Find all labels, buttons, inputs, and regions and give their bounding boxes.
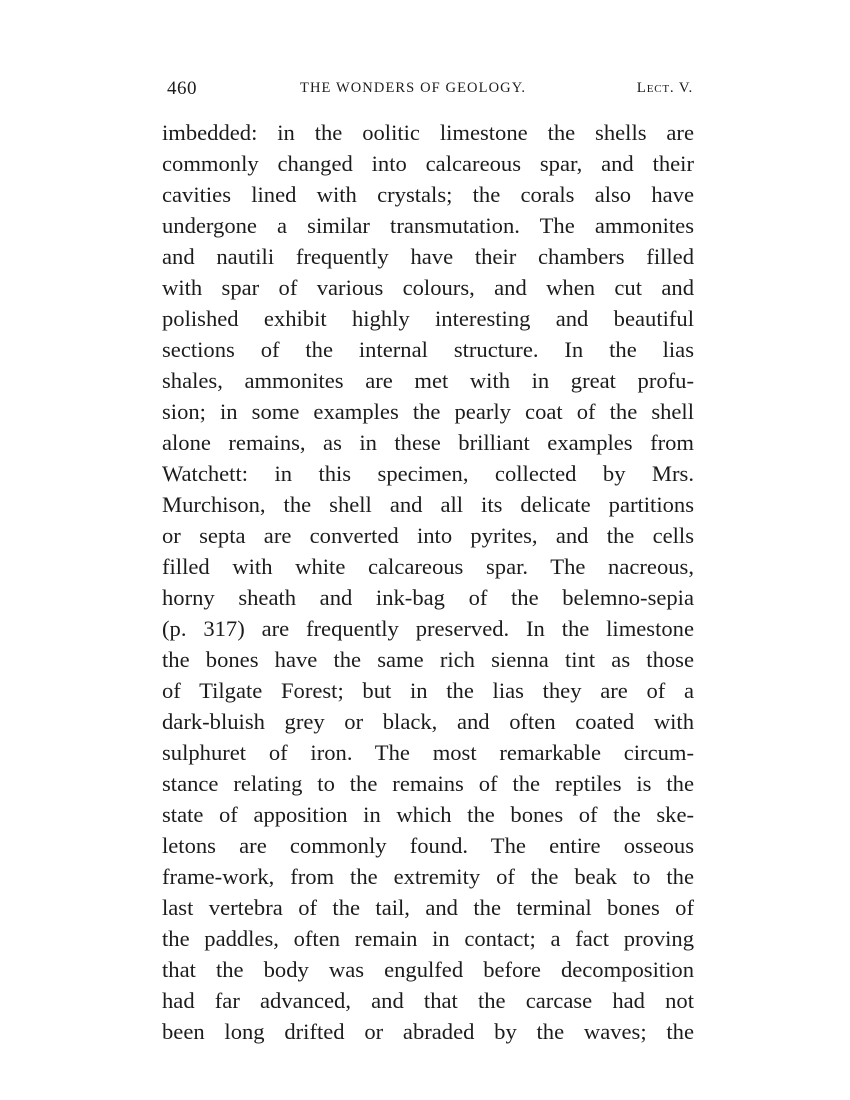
text-line: and nautili frequently have their chambers filled xyxy=(162,244,694,269)
text-line: undergone a similar transmutation. The ammonites xyxy=(162,213,694,238)
text-line: frame-work, from the extremity of the beak to the xyxy=(162,864,694,889)
text-line: alone remains, as in these brilliant examples from xyxy=(162,430,694,455)
text-line: been long drifted or abraded by the waves; the xyxy=(162,1019,694,1044)
text-line: Watchett: in this specimen, collected by Mrs. xyxy=(162,461,694,486)
text-line: imbedded: in the oolitic limestone the shells are xyxy=(162,120,694,145)
text-line: cavities lined with crystals; the corals also have xyxy=(162,182,694,207)
text-line: filled with white calcareous spar. The nacreous, xyxy=(162,554,694,579)
text-line: state of apposition in which the bones of the ske- xyxy=(162,802,694,827)
text-line: had far advanced, and that the carcase had not xyxy=(162,988,694,1013)
text-line: polished exhibit highly interesting and beautiful xyxy=(162,306,694,331)
lecture-reference: Lect. V. xyxy=(636,80,693,96)
text-line: or septa are converted into pyrites, and the cells xyxy=(162,523,694,548)
text-line: commonly changed into calcareous spar, and their xyxy=(162,151,694,176)
page-number: 460 xyxy=(167,78,197,99)
text-line: the paddles, often remain in contact; a fact proving xyxy=(162,926,694,951)
text-line: that the body was engulfed before decomposition xyxy=(162,957,694,982)
text-line: letons are commonly found. The entire osseous xyxy=(162,833,694,858)
text-line: sulphuret of iron. The most remarkable circum- xyxy=(162,740,694,765)
text-line: sion; in some examples the pearly coat of the shell xyxy=(162,399,694,424)
text-line: the bones have the same rich sienna tint as those xyxy=(162,647,694,672)
text-line: shales, ammonites are met with in great profu- xyxy=(162,368,694,393)
running-head xyxy=(163,78,693,100)
text-line: last vertebra of the tail, and the terminal bones of xyxy=(162,895,694,920)
body-text xyxy=(162,117,694,1047)
running-title: THE WONDERS OF GEOLOGY. xyxy=(300,80,527,96)
text-line: stance relating to the remains of the reptiles is the xyxy=(162,771,694,796)
text-line: with spar of various colours, and when cut and xyxy=(162,275,694,300)
text-line: horny sheath and ink-bag of the belemno-sepia xyxy=(162,585,694,610)
text-line: dark-bluish grey or black, and often coated with xyxy=(162,709,694,734)
text-line: Murchison, the shell and all its delicate partitions xyxy=(162,492,694,517)
text-line: sections of the internal structure. In the lias xyxy=(162,337,694,362)
text-line: (p. 317) are frequently preserved. In the limestone xyxy=(162,616,694,641)
text-line: of Tilgate Forest; but in the lias they are of a xyxy=(162,678,694,703)
